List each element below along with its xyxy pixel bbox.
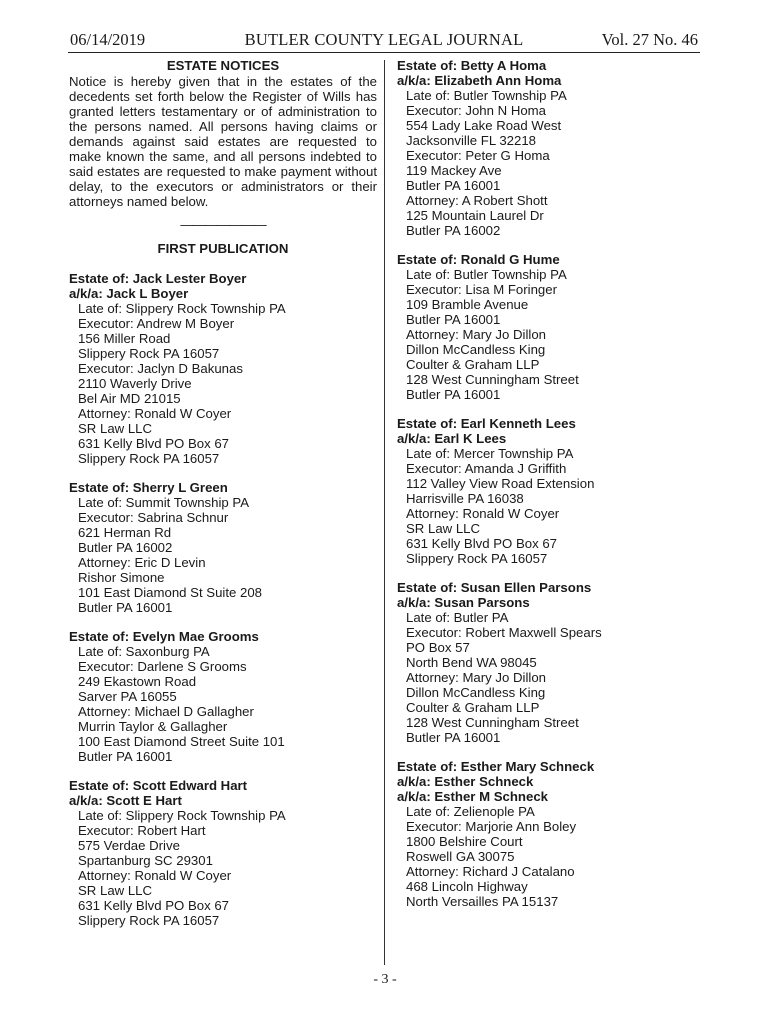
estate-detail-line: 100 East Diamond Street Suite 101: [78, 734, 285, 749]
estate-detail-line: North Versailles PA 15137: [406, 894, 559, 909]
estate-aka: a/k/a: Scott E Hart: [69, 793, 182, 808]
estate-detail-line: Butler PA 16002: [78, 540, 173, 555]
estate-detail-line: Butler PA 16001: [406, 312, 501, 327]
page-header: [68, 28, 700, 53]
estate-detail-line: 631 Kelly Blvd PO Box 67: [78, 436, 230, 451]
estate-detail-line: Sarver PA 16055: [78, 689, 177, 704]
estate-detail-line: Slippery Rock PA 16057: [78, 913, 220, 928]
estate-detail-line: Late of: Slippery Rock Township PA: [78, 808, 286, 823]
separator-line: ———————: [180, 217, 266, 232]
estate-detail-line: Bel Air MD 21015: [78, 391, 181, 406]
estate-aka: a/k/a: Esther Schneck: [397, 774, 534, 789]
estate-detail-line: Executor: Andrew M Boyer: [78, 316, 235, 331]
estate-name: Estate of: Susan Ellen Parsons: [397, 580, 592, 595]
estate-detail-line: Harrisville PA 16038: [406, 491, 524, 506]
estate-name: Estate of: Jack Lester Boyer: [69, 271, 247, 286]
estate-detail-line: Slippery Rock PA 16057: [78, 346, 220, 361]
estate-detail-line: Jacksonville FL 32218: [406, 133, 536, 148]
estate-detail-line: 128 West Cunningham Street: [406, 372, 579, 387]
estate-notice: [397, 58, 702, 238]
estate-detail-line: Attorney: Mary Jo Dillon: [406, 327, 546, 342]
estate-name: Estate of: Ronald G Hume: [397, 252, 560, 267]
estate-detail-line: North Bend WA 98045: [406, 655, 537, 670]
journal-title: BUTLER COUNTY LEGAL JOURNAL: [244, 30, 524, 49]
estate-detail-line: Late of: Butler Township PA: [406, 88, 567, 103]
estate-detail-line: 156 Miller Road: [78, 331, 171, 346]
estate-aka: a/k/a: Elizabeth Ann Homa: [397, 73, 562, 88]
estate-detail-line: Roswell GA 30075: [406, 849, 515, 864]
estate-detail-line: Executor: John N Homa: [406, 103, 546, 118]
estate-detail-line: Executor: Amanda J Griffith: [406, 461, 567, 476]
estate-detail-line: 101 East Diamond St Suite 208: [78, 585, 263, 600]
estate-detail-line: Late of: Slippery Rock Township PA: [78, 301, 286, 316]
estate-name: Estate of: Sherry L Green: [69, 480, 228, 495]
estate-detail-line: Attorney: Ronald W Coyer: [406, 506, 560, 521]
estate-detail-line: Executor: Sabrina Schnur: [78, 510, 229, 525]
estate-detail-line: PO Box 57: [406, 640, 470, 655]
estate-aka: a/k/a: Esther M Schneck: [397, 789, 548, 804]
estate-detail-line: Late of: Saxonburg PA: [78, 644, 210, 659]
left-column: [69, 58, 377, 928]
estate-detail-line: Butler PA 16002: [406, 223, 501, 238]
estate-detail-line: 575 Verdae Drive: [78, 838, 180, 853]
estate-detail-line: Butler PA 16001: [78, 600, 173, 615]
estate-detail-line: Executor: Jaclyn D Bakunas: [78, 361, 243, 376]
estate-detail-line: Attorney: Michael D Gallagher: [78, 704, 254, 719]
estate-detail-line: Executor: Robert Maxwell Spears: [406, 625, 602, 640]
estate-detail-line: Late of: Summit Township PA: [78, 495, 250, 510]
estate-detail-line: 125 Mountain Laurel Dr: [406, 208, 544, 223]
estate-detail-line: Executor: Robert Hart: [78, 823, 206, 838]
estate-notice: [69, 271, 377, 466]
estate-detail-line: Butler PA 16001: [406, 387, 501, 402]
estate-detail-line: 468 Lincoln Highway: [406, 879, 528, 894]
estate-detail-line: 631 Kelly Blvd PO Box 67: [78, 898, 230, 913]
estate-detail-line: Slippery Rock PA 16057: [78, 451, 220, 466]
estate-detail-line: SR Law LLC: [78, 421, 153, 436]
estate-detail-line: 554 Lady Lake Road West: [406, 118, 562, 133]
estate-detail-line: Executor: Darlene S Grooms: [78, 659, 247, 674]
estate-notice: [69, 629, 377, 764]
estate-aka: a/k/a: Susan Parsons: [397, 595, 530, 610]
estate-detail-line: 2110 Waverly Drive: [78, 376, 192, 391]
publication-heading: FIRST PUBLICATION: [157, 241, 289, 256]
estate-detail-line: Slippery Rock PA 16057: [406, 551, 548, 566]
estate-detail-line: 128 West Cunningham Street: [406, 715, 579, 730]
estate-detail-line: 631 Kelly Blvd PO Box 67: [406, 536, 558, 551]
estate-aka: a/k/a: Earl K Lees: [397, 431, 507, 446]
estate-detail-line: Attorney: Richard J Catalano: [406, 864, 575, 879]
estate-name: Estate of: Esther Mary Schneck: [397, 759, 595, 774]
estate-detail-line: Coulter & Graham LLP: [406, 357, 540, 372]
issue-date: 06/14/2019: [70, 30, 146, 49]
estate-detail-line: 621 Herman Rd: [78, 525, 172, 540]
estate-detail-line: Butler PA 16001: [406, 178, 501, 193]
estate-detail-line: Attorney: Ronald W Coyer: [78, 868, 232, 883]
estate-detail-line: Attorney: Mary Jo Dillon: [406, 670, 546, 685]
estate-detail-line: Late of: Butler PA: [406, 610, 509, 625]
estate-detail-line: Murrin Taylor & Gallagher: [78, 719, 228, 734]
estate-aka: a/k/a: Jack L Boyer: [69, 286, 189, 301]
estate-detail-line: Rishor Simone: [78, 570, 165, 585]
estate-detail-line: Late of: Zelienople PA: [406, 804, 535, 819]
estate-detail-line: Butler PA 16001: [406, 730, 501, 745]
section-heading: ESTATE NOTICES: [166, 58, 280, 73]
estate-detail-line: Executor: Lisa M Foringer: [406, 282, 557, 297]
estate-detail-line: Coulter & Graham LLP: [406, 700, 540, 715]
estate-detail-line: Dillon McCandless King: [406, 685, 546, 700]
estate-detail-line: 119 Mackey Ave: [406, 163, 502, 178]
notice-intro: Notice is hereby given that in the estates of the decedents set forth below the Register of Wills has granted letters testamentary or of administration to the persons named. All persons having claims or demands against said estates are requested to make known the same, and all persons indebted to said estates are requested to make payment without delay, to the executors or administrators or their attorneys named below.: [69, 74, 377, 209]
volume-number: Vol. 27 No. 46: [601, 30, 698, 49]
estate-detail-line: SR Law LLC: [78, 883, 153, 898]
estate-name: Estate of: Betty A Homa: [397, 58, 547, 73]
estate-detail-line: Butler PA 16001: [78, 749, 173, 764]
estate-detail-line: 112 Valley View Road Extension: [406, 476, 595, 491]
estate-detail-line: Attorney: Ronald W Coyer: [78, 406, 232, 421]
estate-notice: [69, 778, 377, 928]
estate-detail-line: 109 Bramble Avenue: [406, 297, 529, 312]
right-column: [397, 58, 702, 909]
estate-notice: [397, 252, 702, 402]
estate-detail-line: Spartanburg SC 29301: [78, 853, 213, 868]
page-number: - 3 -: [373, 972, 397, 987]
estate-notice: [397, 416, 702, 566]
estate-detail-line: Late of: Butler Township PA: [406, 267, 567, 282]
estate-detail-line: Late of: Mercer Township PA: [406, 446, 574, 461]
estate-detail-line: 249 Ekastown Road: [78, 674, 197, 689]
estate-detail-line: Attorney: Eric D Levin: [78, 555, 206, 570]
estate-name: Estate of: Evelyn Mae Grooms: [69, 629, 259, 644]
estate-notice: [397, 759, 702, 909]
estate-name: Estate of: Earl Kenneth Lees: [397, 416, 576, 431]
estate-detail-line: 1800 Belshire Court: [406, 834, 523, 849]
estate-detail-line: Executor: Marjorie Ann Boley: [406, 819, 577, 834]
column-divider: [384, 60, 385, 965]
estate-detail-line: Attorney: A Robert Shott: [406, 193, 548, 208]
estate-detail-line: Executor: Peter G Homa: [406, 148, 550, 163]
estate-notice: [69, 480, 377, 615]
estate-name: Estate of: Scott Edward Hart: [69, 778, 248, 793]
estate-notice: [397, 580, 702, 745]
estate-detail-line: Dillon McCandless King: [406, 342, 546, 357]
estate-detail-line: SR Law LLC: [406, 521, 481, 536]
